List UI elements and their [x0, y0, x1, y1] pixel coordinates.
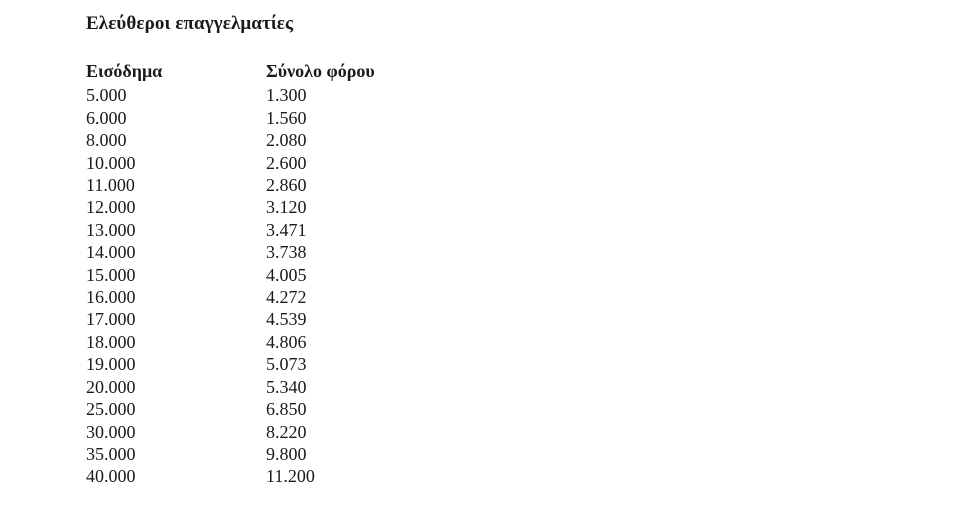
- cell-income: 13.000: [86, 219, 136, 240]
- table-row: [86, 398, 426, 420]
- cell-total-tax: 4.272: [266, 287, 307, 308]
- cell-total-tax: 4.005: [266, 264, 307, 285]
- cell-total-tax: 6.850: [266, 399, 307, 420]
- cell-income: 12.000: [86, 197, 136, 218]
- cell-income: 19.000: [86, 354, 136, 375]
- table-body: [86, 84, 426, 487]
- table-row: [86, 264, 426, 286]
- tax-table: [86, 60, 426, 488]
- table-row: [86, 196, 426, 218]
- cell-income: 14.000: [86, 242, 136, 263]
- cell-total-tax: 2.080: [266, 130, 307, 151]
- cell-income: 15.000: [86, 264, 136, 285]
- table-row: [86, 107, 426, 129]
- table-row: [86, 286, 426, 308]
- table-row: [86, 331, 426, 353]
- table-row: [86, 376, 426, 398]
- table-row: [86, 152, 426, 174]
- cell-total-tax: 1.560: [266, 107, 307, 128]
- cell-income: 25.000: [86, 399, 136, 420]
- cell-income: 16.000: [86, 287, 136, 308]
- page-title: Ελεύθεροι επαγγελματίες: [86, 13, 294, 34]
- cell-income: 6.000: [86, 107, 127, 128]
- cell-total-tax: 2.600: [266, 152, 307, 173]
- column-header-total-tax: Σύνολο φόρου: [266, 61, 375, 81]
- cell-income: 40.000: [86, 466, 136, 487]
- cell-income: 11.000: [86, 175, 135, 196]
- cell-income: 8.000: [86, 130, 127, 151]
- cell-income: 20.000: [86, 376, 136, 397]
- cell-total-tax: 5.073: [266, 354, 307, 375]
- table-row: [86, 421, 426, 443]
- cell-total-tax: 1.300: [266, 85, 307, 106]
- table-row: [86, 465, 426, 487]
- table-row: [86, 443, 426, 465]
- column-header-income: Εισόδημα: [86, 61, 163, 81]
- cell-total-tax: 2.860: [266, 175, 307, 196]
- cell-total-tax: 9.800: [266, 443, 307, 464]
- table-row: [86, 219, 426, 241]
- table-row: [86, 241, 426, 263]
- cell-income: 17.000: [86, 309, 136, 330]
- cell-total-tax: 5.340: [266, 376, 307, 397]
- cell-income: 5.000: [86, 85, 127, 106]
- table-row: [86, 84, 426, 106]
- cell-total-tax: 8.220: [266, 421, 307, 442]
- table-header-row: [86, 60, 426, 84]
- table-header: [86, 60, 426, 84]
- cell-income: 35.000: [86, 443, 136, 464]
- cell-total-tax: 11.200: [266, 466, 315, 487]
- table-row: [86, 174, 426, 196]
- cell-income: 10.000: [86, 152, 136, 173]
- table-row: [86, 308, 426, 330]
- table-row: [86, 129, 426, 151]
- cell-total-tax: 4.539: [266, 309, 307, 330]
- cell-total-tax: 3.738: [266, 242, 307, 263]
- cell-income: 30.000: [86, 421, 136, 442]
- cell-income: 18.000: [86, 331, 136, 352]
- cell-total-tax: 3.471: [266, 219, 307, 240]
- cell-total-tax: 3.120: [266, 197, 307, 218]
- cell-total-tax: 4.806: [266, 331, 307, 352]
- table-row: [86, 353, 426, 375]
